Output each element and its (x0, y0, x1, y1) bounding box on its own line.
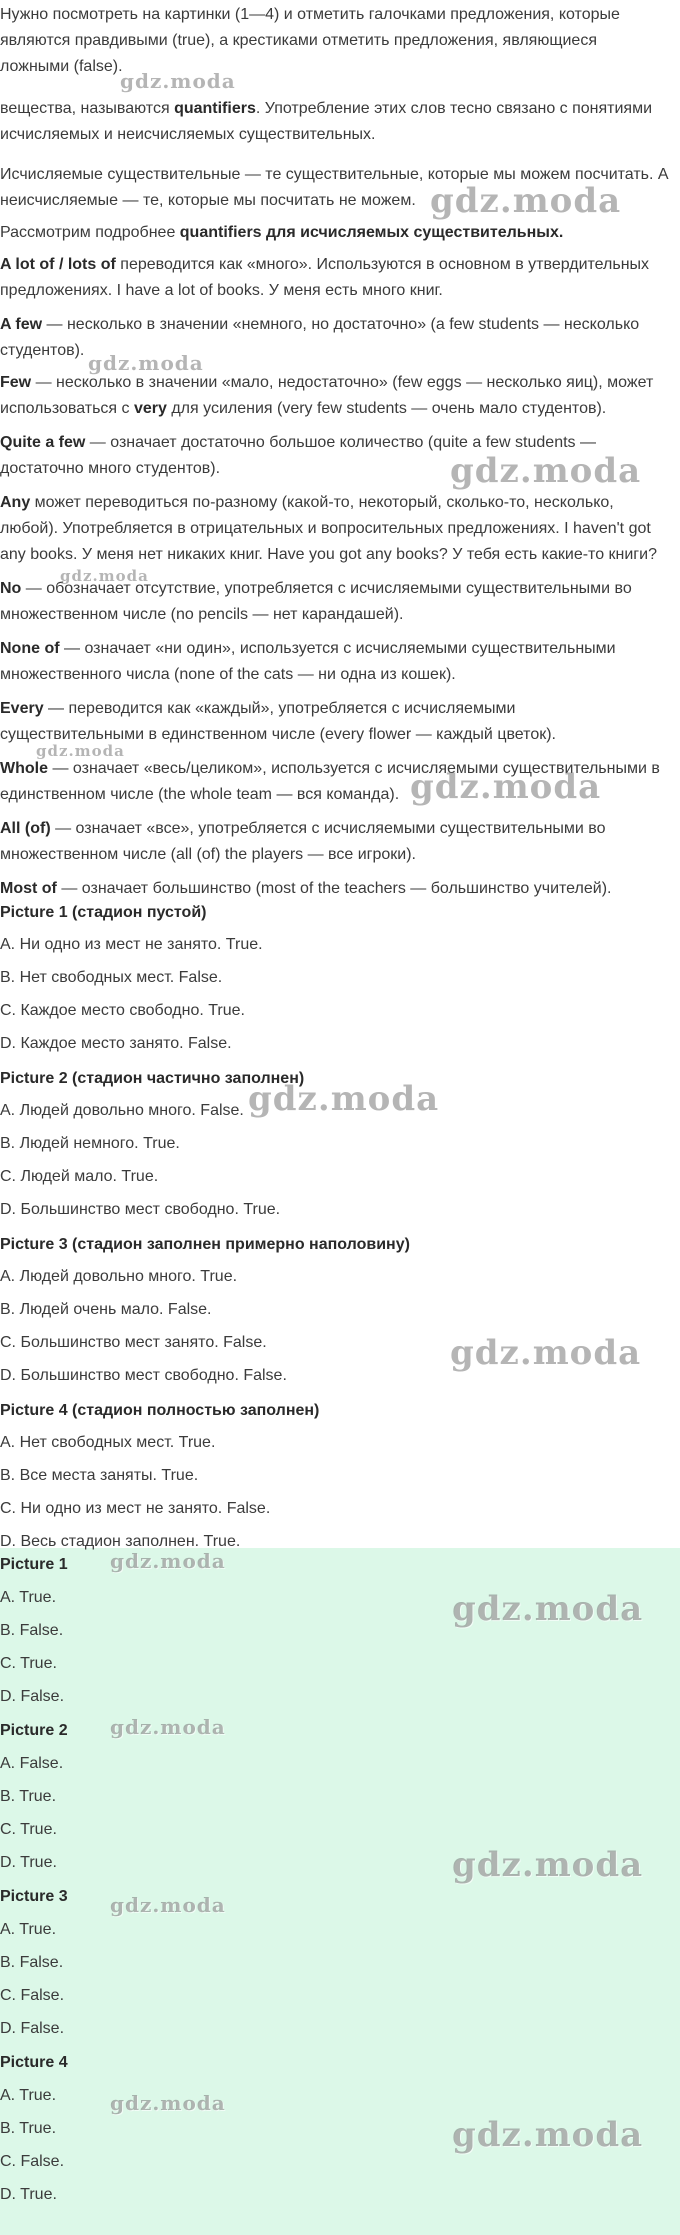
text-segment: — означает большинство (most of the teachers — большинство учителей). (56, 880, 612, 897)
answer-4-item-a: A. True. (0, 2087, 57, 2104)
answer-3-title: Picture 3 (0, 1888, 68, 1905)
noneof-line-1 (0, 636, 616, 662)
intro-line-1: Нужно посмотреть на картинки (1—4) и отметить галочками предложения, которые (0, 6, 620, 23)
consider-line (0, 220, 563, 246)
afew-line-2: студентов). (0, 342, 85, 359)
answer-1-item-c: C. True. (0, 1655, 57, 1672)
answer-1-item-a: A. True. (0, 1589, 57, 1606)
answer-3-item-c: C. False. (0, 1987, 65, 2004)
term-quite-a-few: Quite a few (0, 434, 86, 451)
intro-line-3: ложными (false). (0, 58, 123, 75)
text-segment: Рассмотрим подробнее (0, 224, 180, 241)
picture-3-item-a: A. Людей довольно много. True. (0, 1268, 238, 1285)
alot-line-1 (0, 252, 649, 278)
any-line-1 (0, 490, 614, 516)
watermark: gdz.moda (110, 2091, 226, 2115)
text-segment: — означает «все», употребляется с исчисляемыми существительными во (50, 820, 606, 837)
text-segment: — обозначает отсутствие, употребляется с исчисляемыми существительными во (21, 580, 632, 597)
term-a-lot-of: A lot of / lots of (0, 256, 116, 273)
answer-2-title: Picture 2 (0, 1722, 68, 1739)
text-segment: — означает «ни один», используется с исчисляемыми существительными (59, 640, 616, 657)
answer-1-item-d: D. False. (0, 1688, 65, 1705)
quite-line-2: достаточно много студентов). (0, 460, 221, 477)
term-every: Every (0, 700, 44, 717)
allof-line-2: множественном числе (all (of) the players — все игроки). (0, 846, 416, 863)
picture-1-item-b: B. Нет свободных мест. False. (0, 969, 223, 986)
picture-2-item-c: C. Людей мало. True. (0, 1168, 159, 1185)
watermark: gdz.moda (450, 451, 642, 491)
watermark: gdz.moda (430, 181, 622, 221)
picture-1-item-d: D. Каждое место занято. False. (0, 1035, 232, 1052)
watermark: gdz.moda (410, 767, 602, 807)
answer-2-item-b: B. True. (0, 1788, 57, 1805)
picture-3-item-d: D. Большинство мест свободно. False. (0, 1367, 287, 1384)
picture-4-item-a: A. Нет свободных мест. True. (0, 1434, 216, 1451)
watermark: gdz.moda (452, 2115, 644, 2155)
answer-4-item-c: C. False. (0, 2153, 65, 2170)
any-line-2: любой). Употребляется в отрицательных и вопросительных предложениях. I haven't got (0, 520, 651, 537)
term-no: No (0, 580, 22, 597)
term-any: Any (0, 494, 31, 511)
few-line-2 (0, 396, 606, 422)
picture-3-title: Picture 3 (стадион заполнен примерно наполовину) (0, 1236, 410, 1253)
picture-2-title: Picture 2 (стадион частично заполнен) (0, 1070, 305, 1087)
picture-1-title: Picture 1 (стадион пустой) (0, 904, 207, 921)
text-segment: — означает достаточно большое количество (quite a few students — (85, 434, 596, 451)
text-segment: вещества, называются (0, 100, 175, 117)
allof-line-1 (0, 816, 606, 842)
text-segment: использоваться с (0, 400, 134, 417)
watermark: gdz.moda (452, 1845, 644, 1885)
watermark: gdz.moda (248, 1079, 440, 1119)
watermark: gdz.moda (36, 742, 125, 760)
text-segment: переводится как «много». Используются в основном в утвердительных (115, 256, 650, 273)
watermark: gdz.moda (110, 1715, 226, 1739)
text-segment: — означает «весь/целиком», используется с исчисляемыми существительными в (48, 760, 660, 777)
quantifiers-line-2: исчисляемых и неисчисляемых существительных. (0, 126, 376, 143)
noneof-line-2: множественного числа (none of the cats — ни одна из кошек). (0, 666, 456, 683)
answer-4-item-b: B. True. (0, 2120, 57, 2137)
picture-1-item-a: A. Ни одно из мест не занято. True. (0, 936, 263, 953)
answer-4-item-d: D. True. (0, 2186, 57, 2203)
intro-line-2: являются правдивыми (true), а крестиками отметить предложения, являющиеся (0, 32, 597, 49)
text-segment: — несколько в значении «мало, недостаточно» (few eggs — несколько яиц), может (31, 374, 654, 391)
every-line-2: существительными в единственном числе (every flower — каждый цветок). (0, 726, 556, 743)
any-line-3: any books. У меня нет никаких книг. Have you got any books? У тебя есть какие-то книги? (0, 546, 657, 563)
afew-line-1 (0, 312, 639, 338)
picture-4-title: Picture 4 (стадион полностью заполнен) (0, 1402, 320, 1419)
term-very: very (133, 400, 167, 417)
answer-2-item-a: A. False. (0, 1755, 64, 1772)
watermark: gdz.moda (88, 351, 204, 375)
picture-3-item-b: B. Людей очень мало. False. (0, 1301, 212, 1318)
text-segment: — несколько в значении «немного, но достаточно» (a few students — несколько (42, 316, 640, 333)
answer-3-item-d: D. False. (0, 2020, 65, 2037)
text-segment: — переводится как «каждый», употребляется с исчисляемыми (43, 700, 516, 717)
term-few: Few (0, 374, 32, 391)
picture-4-item-c: C. Ни одно из мест не занято. False. (0, 1500, 271, 1517)
picture-3-item-c: C. Большинство мест занято. False. (0, 1334, 267, 1351)
countable-line-2: неисчисляемые — те, которые мы посчитать не можем. (0, 192, 416, 209)
term-countable-quantifiers: quantifiers для исчисляемых существительных. (179, 224, 564, 241)
picture-1-item-c: C. Каждое место свободно. True. (0, 1002, 245, 1019)
watermark: gdz.moda (60, 567, 149, 585)
picture-4-item-b: B. Все места заняты. True. (0, 1467, 199, 1484)
term-most-of: Most of (0, 880, 57, 897)
picture-4-item-d: D. Весь стадион заполнен. True. (0, 1533, 241, 1550)
answer-1-item-b: B. False. (0, 1622, 64, 1639)
watermark: gdz.moda (120, 69, 236, 93)
text-segment: может переводиться по-разному (какой-то, некоторый, сколько-то, несколько, (30, 494, 614, 511)
term-whole: Whole (0, 760, 48, 777)
answer-2-item-d: D. True. (0, 1854, 57, 1871)
text-segment: . Употребление этих слов тесно связано с понятиями (255, 100, 653, 117)
picture-2-item-b: B. Людей немного. True. (0, 1135, 180, 1152)
text-segment: для усиления (very few students — очень мало студентов). (166, 400, 607, 417)
answer-4-title: Picture 4 (0, 2054, 68, 2071)
picture-2-item-d: D. Большинство мест свободно. True. (0, 1201, 281, 1218)
watermark: gdz.moda (110, 1893, 226, 1917)
picture-2-item-a: A. Людей довольно много. False. (0, 1102, 244, 1119)
alot-line-2: предложениях. I have a lot of books. У меня есть много книг. (0, 282, 443, 299)
term-a-few: A few (0, 316, 43, 333)
term-quantifiers: quantifiers (174, 100, 256, 117)
watermark: gdz.moda (450, 1333, 642, 1373)
countable-line-1: Исчисляемые существительные — те существительные, которые мы можем посчитать. А (0, 166, 669, 183)
no-line-2: множественном числе (no pencils — нет карандашей). (0, 606, 404, 623)
term-none-of: None of (0, 640, 60, 657)
whole-line-2: единственном числе (the whole team — вся команда). (0, 786, 400, 803)
mostof-line (0, 876, 611, 902)
watermark: gdz.moda (452, 1589, 644, 1629)
watermark: gdz.moda (110, 1549, 226, 1573)
quantifiers-line-1 (0, 96, 652, 122)
term-all-of: All (of) (0, 820, 51, 837)
answer-3-item-a: A. True. (0, 1921, 57, 1938)
every-line-1 (0, 696, 515, 722)
answer-3-item-b: B. False. (0, 1954, 64, 1971)
answer-1-title: Picture 1 (0, 1556, 68, 1573)
answer-2-item-c: C. True. (0, 1821, 57, 1838)
